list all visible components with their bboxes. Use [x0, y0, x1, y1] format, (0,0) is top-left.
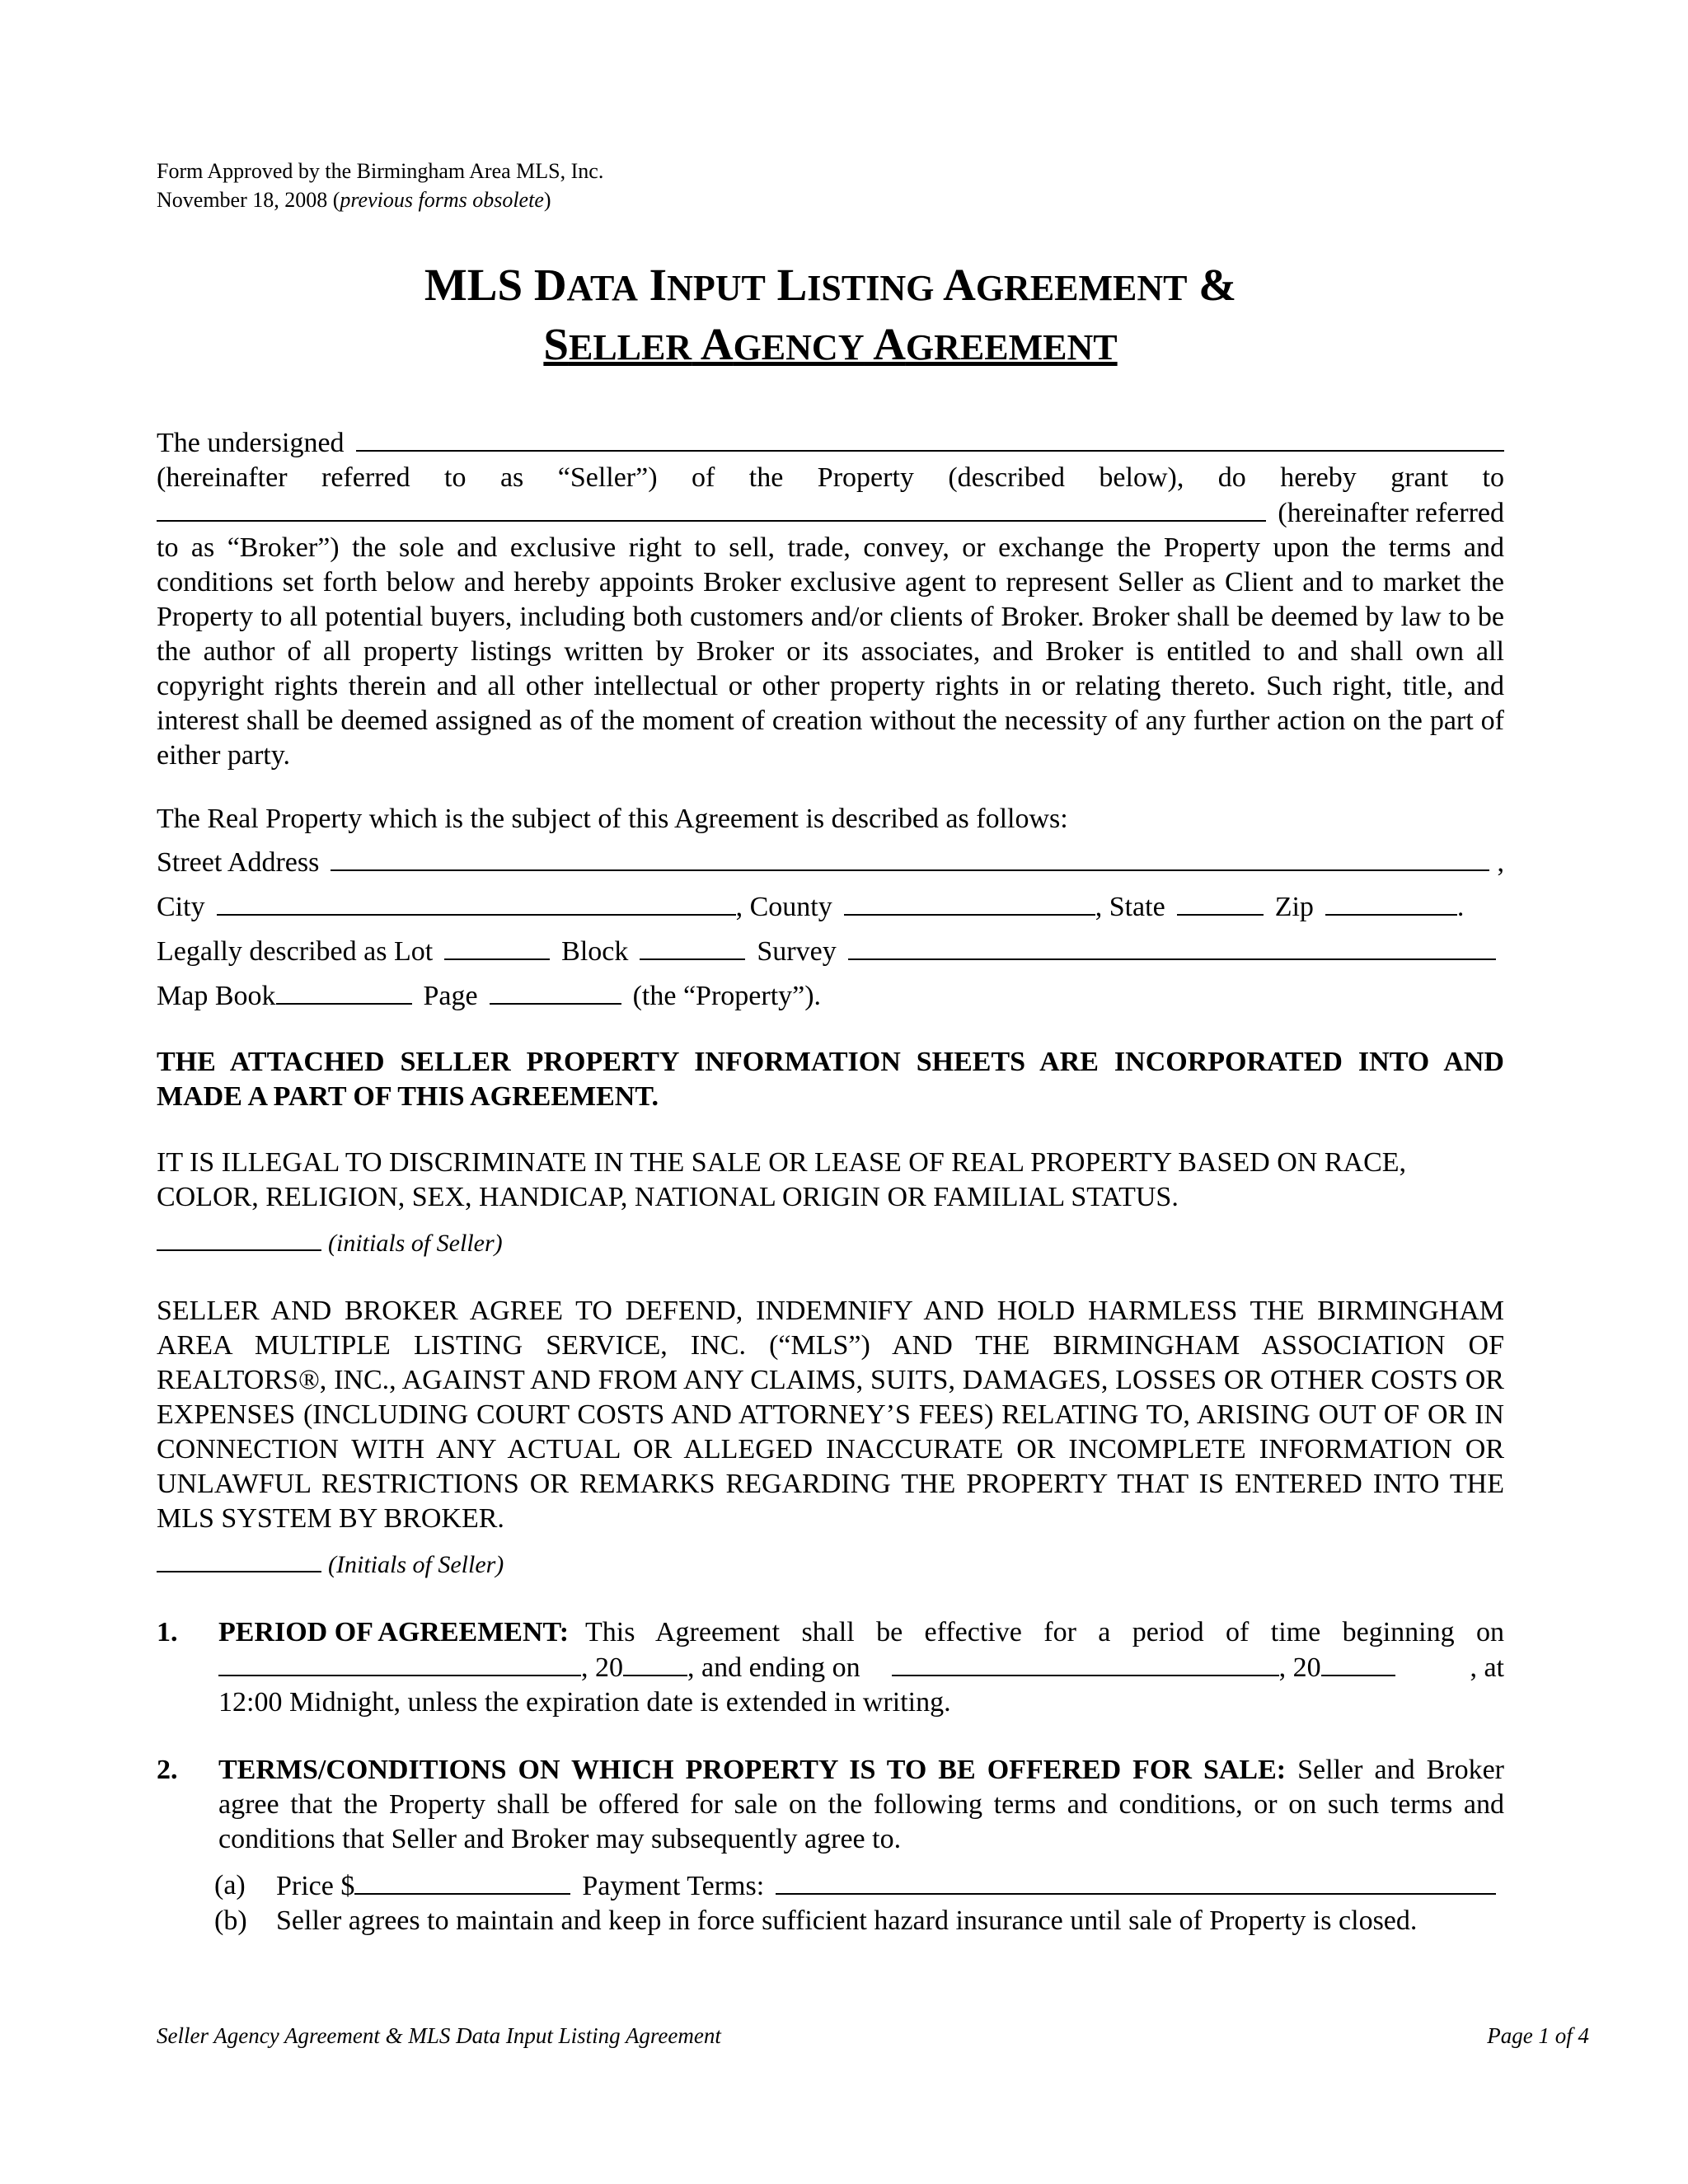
intro-body: to as “Broker”) the sole and exclusive right to sell, trade, convey, or exchange the Property upon the terms and conditions set forth below and hereby appoints Broker exclusive agent to represent Seller as Client and to market the Property to all potential buyers, including both customers and/or clients of Broker. Broker shall be deemed by law to be the author of all property listings written by Broker or its associates, and Broker is entitled to and shall own all copyright rights therein and all other intellectual or other property rights in or relating thereto. Such right, title, and interest shall be deemed assigned as of the moment of creation without the necessity of any further action on the part of either party.: [157, 532, 1504, 771]
page-label: Page: [423, 981, 478, 1011]
obsolete-note: previous forms obsolete: [340, 188, 544, 212]
title-line-1: [157, 257, 1504, 316]
title-text: ISTING: [807, 268, 935, 308]
document-title: [157, 257, 1504, 376]
survey-label: Survey: [757, 936, 837, 967]
period-line-2: [218, 1650, 1504, 1685]
approval-date-line: [157, 185, 1504, 214]
footer-title: Seller Agency Agreement & MLS Data Input Listing Agreement: [157, 2023, 721, 2048]
title-text: ELLER: [568, 327, 692, 368]
terms-text: Seller and Broker agree that the Property shall be offered for sale on the following terms and conditions, or on such terms and conditions that Seller and Broker may subsequently agree to.: [218, 1755, 1505, 1854]
start-date-field[interactable]: [218, 1650, 581, 1676]
ending-label: , and ending on: [687, 1652, 860, 1683]
property-intro: The Real Property which is the subject of this Agreement is described as follows:: [157, 804, 1068, 834]
page-number: Page 1 of 4: [1487, 2023, 1589, 2048]
undersigned-row: [157, 425, 1504, 461]
initials-row-2: [157, 1546, 1504, 1582]
price-label: Price $: [276, 1871, 355, 1901]
initials-row-1: [157, 1225, 1504, 1261]
terms-item-b: [214, 1904, 1504, 1938]
title-text: S: [543, 319, 569, 369]
undersigned-label: The undersigned: [157, 428, 345, 458]
title-line-2: [157, 316, 1504, 376]
title-text: A: [934, 260, 976, 310]
end-date-field[interactable]: [892, 1650, 1279, 1676]
mapbook-label: Map Book: [157, 981, 276, 1011]
block-field[interactable]: [640, 934, 745, 960]
city-row: [157, 889, 1504, 925]
section-terms: [157, 1753, 1504, 1857]
block-label: Block: [561, 936, 629, 967]
page-field[interactable]: [490, 978, 621, 1005]
section-heading: PERIOD OF AGREEMENT:: [218, 1617, 570, 1647]
start-year-field[interactable]: [623, 1650, 687, 1676]
mapbook-field[interactable]: [276, 978, 412, 1005]
zip-period: .: [1456, 892, 1465, 922]
at-label: , at: [1470, 1652, 1504, 1683]
title-text: ATA: [566, 268, 638, 308]
title-text: NPUT: [667, 268, 766, 308]
section-body: [218, 1753, 1504, 1857]
zip-label: Zip: [1274, 892, 1314, 922]
section-period: [157, 1615, 1504, 1720]
paren-close: ): [543, 188, 551, 212]
title-text: MLS D: [424, 260, 567, 310]
state-label: , State: [1095, 892, 1165, 922]
insurance-text: Seller agrees to maintain and keep in force sufficient hazard insurance until sale of Property is closed.: [276, 1905, 1418, 1936]
section-body: [218, 1615, 1504, 1720]
item-label: (b): [214, 1905, 247, 1936]
payment-terms-label: Payment Terms:: [582, 1871, 765, 1901]
period-line-3: 12:00 Midnight, unless the expiration date is extended in writing.: [218, 1687, 951, 1718]
city-field[interactable]: [217, 889, 736, 916]
street-label: Street Address: [157, 847, 320, 878]
approval-line: Form Approved by the Birmingham Area MLS, Inc.: [157, 159, 604, 183]
broker-name-field[interactable]: [157, 495, 1266, 522]
county-field[interactable]: [844, 889, 1095, 916]
section-number: 2.: [157, 1755, 178, 1785]
title-text: GREEMENT: [975, 268, 1188, 308]
zip-field[interactable]: [1325, 889, 1457, 916]
title-text: I: [637, 260, 668, 310]
intro-line-2: (hereinafter referred to as “Seller”) of the Property (described below), do hereby grant to: [157, 462, 1504, 493]
city-label: City: [157, 892, 205, 922]
title-text: GENCY: [733, 327, 865, 368]
item-label: (a): [214, 1870, 246, 1900]
fair-housing-notice: IT IS ILLEGAL TO DISCRIMINATE IN THE SALE OR LEASE OF REAL PROPERTY BASED ON RACE, COLOR, RELIGION, SEX, HANDICAP, NATIONAL ORIGIN OR FAMILIAL STATUS.: [157, 1147, 1407, 1212]
seller-initials-field-2[interactable]: [157, 1546, 321, 1572]
document-content: [157, 157, 1504, 1938]
title-text: L: [765, 260, 808, 310]
lot-field[interactable]: [444, 934, 550, 960]
section-heading: TERMS/CONDITIONS ON WHICH PROPERTY IS TO BE OFFERED FOR SALE:: [218, 1755, 1287, 1785]
street-row: [157, 845, 1504, 880]
price-row: [276, 1868, 1504, 1904]
property-definition: (the “Property”).: [632, 981, 822, 1011]
form-approval-note: [157, 157, 1504, 214]
title-text: &: [1187, 260, 1237, 310]
broker-row: [157, 495, 1504, 531]
title-text: A: [864, 319, 906, 369]
initials-label-1: (initials of Seller): [328, 1230, 503, 1257]
approval-date: November 18, 2008 (: [157, 188, 340, 212]
section-number: 1.: [157, 1617, 178, 1647]
price-field[interactable]: [354, 1868, 570, 1895]
indemnification-clause: SELLER AND BROKER AGREE TO DEFEND, INDEMNIFY AND HOLD HARMLESS THE BIRMINGHAM AREA MULTIPLE LISTING SERVICE, INC. (“MLS”) AND THE BIRMINGHAM ASSOCIATION OF REALTORS®, INC., AGAINST AND FROM ANY CLAIMS, SUITS, DAMAGES, LOSSES OR OTHER COSTS OR EXPENSES (INCLUDING COURT COSTS AND ATTORNEY’S FEES) RELATING TO, ARISING OUT OF OR IN CONNECTION WITH ANY ACTUAL OR ALLEGED INACCURATE OR INCOMPLETE INFORMATION OR UNLAWFUL RESTRICTIONS OR REMARKS REGARDING THE PROPERTY THAT IS ENTERED INTO THE MLS SYSTEM BY BROKER.: [157, 1296, 1504, 1534]
intro-paragraph: [157, 425, 1504, 773]
title-text: GREEMENT: [905, 327, 1118, 368]
end-year-field[interactable]: [1321, 1650, 1395, 1676]
street-address-field[interactable]: [331, 845, 1489, 871]
title-text: A: [692, 319, 734, 369]
lot-label: Legally described as Lot: [157, 936, 434, 967]
property-section: [157, 802, 1504, 1014]
mapbook-row: [157, 978, 1504, 1014]
state-field[interactable]: [1177, 889, 1264, 916]
survey-field[interactable]: [848, 934, 1496, 960]
legal-row: [157, 934, 1504, 969]
attached-sheets-notice: THE ATTACHED SELLER PROPERTY INFORMATION SHEETS ARE INCORPORATED INTO AND MADE A PART OF THIS AGREEMENT.: [157, 1047, 1504, 1112]
page-footer: [157, 2023, 1589, 2049]
hereinafter-label: (hereinafter referred: [1278, 498, 1504, 528]
terms-item-a: [214, 1868, 1504, 1904]
period-line-1: [218, 1615, 1504, 1650]
year-prefix: , 20: [1278, 1652, 1321, 1683]
initials-label-2: (Initials of Seller): [328, 1551, 504, 1578]
seller-initials-field-1[interactable]: [157, 1225, 321, 1251]
period-text: This Agreement shall be effective for a period of time beginning on: [585, 1617, 1504, 1647]
payment-terms-field[interactable]: [776, 1868, 1496, 1895]
county-label: , County: [735, 892, 832, 922]
seller-name-field[interactable]: [356, 425, 1504, 452]
street-comma: ,: [1497, 847, 1504, 878]
year-prefix: , 20: [581, 1652, 623, 1683]
